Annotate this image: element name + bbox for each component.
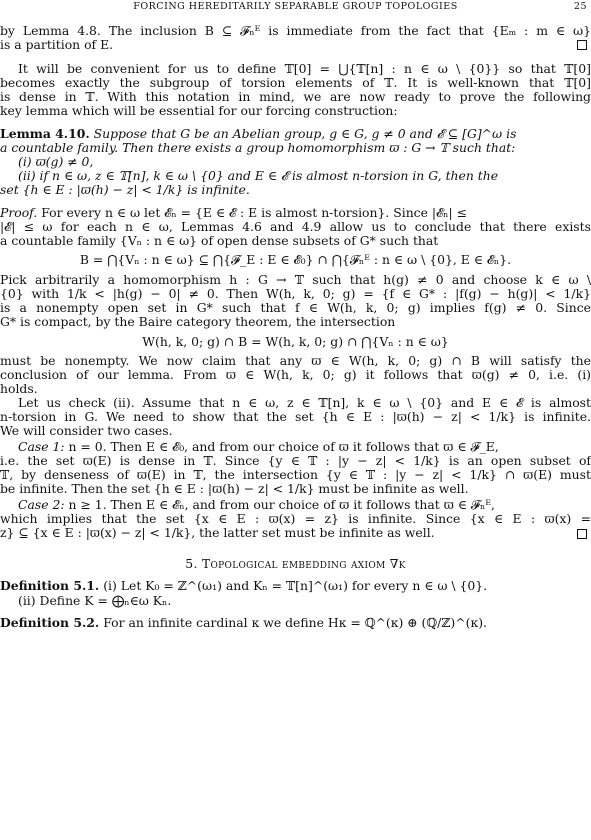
lemma-line: (ii) if n ∈ ω, z ∈ 𝕋[n], k ∈ ω \ {0} and E ∈ 𝓔 is almost n-torsion in G, then the: [18, 169, 499, 183]
running-title: FORCING HEREDITARILY SEPARABLE GROUP TOPOLOGIES: [133, 1, 458, 12]
case-line: n ≥ 1. Then E ∈ 𝓔ₙ, and from our choice of ϖ it follows that ϖ ∈ 𝓕ₙᴱ,: [68, 498, 495, 512]
case-line: 𝕋, by denseness of ϖ(E) in 𝕋, the intersection {y ∈ 𝕋 : |y − z| < 1/k} ∩ ϖ(E) must: [0, 468, 591, 482]
page-number: 25: [573, 1, 587, 12]
text-line: key lemma which will be essential for our forcing construction:: [0, 104, 398, 118]
text-line: is dense in 𝕋. With this notation in mind, we are now ready to prove the following: [0, 90, 591, 104]
case-label: Case 1:: [18, 440, 65, 454]
proof-line: a countable family {Vₙ : n ∈ ω} of open dense subsets of G* such that: [0, 234, 439, 248]
lemma-label: Lemma 4.10.: [0, 127, 90, 141]
lemma-statement: [0, 127, 591, 141]
proof-line: For every n ∈ ω let 𝓔ₙ = {E ∈ 𝓔 : E is almost n-torsion}. Since |𝓔ₙ| ≤: [41, 206, 468, 220]
definition-label: Definition 5.2.: [0, 616, 100, 630]
case-line: n = 0. Then E ∈ 𝓔₀, and from our choice of ϖ it follows that ϖ ∈ 𝓕_E,: [68, 440, 499, 454]
case-line: z} ⊆ {x ∈ E : |ϖ(x) − z| < 1/k}, the latter set must be infinite as well.: [0, 526, 435, 540]
proof-line: is a nonempty open set in G* such that f ∈ W(h, k, 0; g) implies f(g) ≠ 0. Since: [0, 301, 591, 315]
text-line: is a partition of E.: [0, 38, 114, 52]
qed-box-icon: [577, 40, 587, 50]
proof-label: Proof.: [0, 206, 38, 220]
text-line: becomes exactly the subgroup of torsion elements of 𝕋. It is well-known that 𝕋[0]: [0, 76, 591, 90]
display-equation: W(h, k, 0; g) ∩ B = W(h, k, 0; g) ∩ ⋂{Vₙ : n ∈ ω}: [142, 335, 449, 349]
definition-5-2: [0, 616, 591, 630]
definition-line: (i) Let K₀ = ℤ^(ω₁) and Kₙ = 𝕋[n]^(ω₁) for every n ∈ ω \ {0}.: [103, 579, 488, 593]
proof-line: {0} with 1/k < |h(g) − 0| ≠ 0. Then W(h, k, 0; g) = {f ∈ G* : |f(g) − h(g)| < 1/k}: [0, 287, 591, 301]
definition-line: For an infinite cardinal κ we define Hκ = ℚ^(κ) ⊕ (ℚ/ℤ)^(κ).: [103, 616, 487, 630]
proof-line: Let us check (ii). Assume that n ∈ ω, z ∈ 𝕋[n], k ∈ ω \ {0} and E ∈ 𝓔 is almost: [18, 396, 591, 410]
section-heading: 5. Topological embedding axiom ∇κ: [185, 557, 406, 571]
proof-start: [0, 206, 591, 220]
proof-line: must be nonempty. We now claim that any ϖ ∈ W(h, k, 0; g) ∩ B will satisfy the: [0, 354, 591, 368]
proof-line: n-torsion in G. We need to show that the set {h ∈ E : |ϖ(h) − z| < 1/k} is infinite.: [0, 410, 591, 424]
lemma-line: set {h ∈ E : |ϖ(h) − z| < 1/k} is infinite.: [0, 183, 250, 197]
proof-line: |𝓔| ≤ ω for each n ∈ ω, Lemmas 4.6 and 4.9 allow us to conclude that there exists: [0, 220, 591, 234]
proof-line: Pick arbitrarily a homomorphism h : G → 𝕋 such that h(g) ≠ 0 and choose k ∈ ω \: [0, 273, 591, 287]
text-line: It will be convenient for us to define 𝕋[0] = ⋃{𝕋[n] : n ∈ ω \ {0}} so that 𝕋[0]: [18, 62, 591, 76]
case-two: [18, 498, 591, 512]
case-one: [18, 440, 591, 454]
proof-line: G* is compact, by the Baire category theorem, the intersection: [0, 315, 396, 329]
proof-line: conclusion of our lemma. From ϖ ∈ W(h, k, 0; g) it follows that ϖ(g) ≠ 0, i.e. (i): [0, 368, 591, 382]
definition-label: Definition 5.1.: [0, 579, 100, 593]
lemma-line: Suppose that G be an Abelian group, g ∈ G, g ≠ 0 and 𝓔 ⊆ [G]^ω is: [93, 127, 517, 141]
definition-5-1: [0, 579, 591, 593]
running-header: [0, 0, 591, 14]
definition-line: (ii) Define K = ⨁ₙ∈ω Kₙ.: [18, 594, 172, 608]
case-line: which implies that the set {x ∈ E : ϖ(x) = z} is infinite. Since {x ∈ E : ϖ(x) =: [0, 512, 591, 526]
qed-box-icon: [577, 529, 587, 539]
lemma-line: (i) ϖ(g) ≠ 0,: [18, 155, 94, 169]
case-line: be infinite. Then the set {h ∈ E : |ϖ(h) − z| < 1/k} must be infinite as well.: [0, 482, 469, 496]
text-line: by Lemma 4.8. The inclusion B ⊆ 𝓕ₙᴱ is immediate from the fact that {Eₘ : m ∈ ω}: [0, 24, 591, 38]
lemma-line: a countable family. Then there exists a group homomorphism ϖ : G → 𝕋 such that:: [0, 141, 516, 155]
proof-line: We will consider two cases.: [0, 424, 173, 438]
case-line: i.e. the set ϖ(E) is dense in 𝕋. Since {y ∈ 𝕋 : |y − z| < 1/k} is an open subset of: [0, 454, 591, 468]
display-equation: B = ⋂{Vₙ : n ∈ ω} ⊆ ⋂{𝓕_E : E ∈ 𝓔₀} ∩ ⋂{𝓕ₙᴱ : n ∈ ω \ {0}, E ∈ 𝓔ₙ}.: [79, 253, 512, 267]
proof-line: holds.: [0, 382, 38, 396]
case-label: Case 2:: [18, 498, 65, 512]
